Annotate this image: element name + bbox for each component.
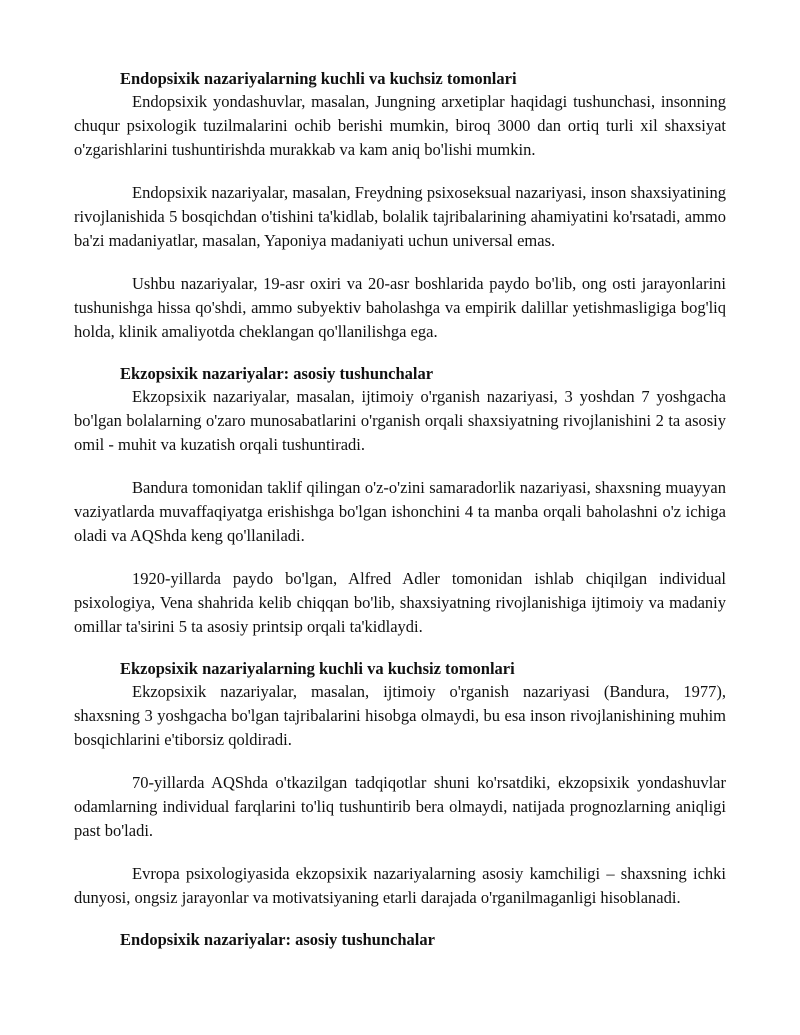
paragraph: Endopsixik yondashuvlar, masalan, Jungning arxetiplar haqidagi tushunchasi, insonning chuqur psixologik tuzilmalarini ochib berishi mumkin, biroq 3000 dan ortiq turli xil shaxsiyat o'zgarishlarini tushuntirishda murakkab va kam aniq bo'lishi mumkin. (74, 92, 726, 159)
section-heading: Ekzopsixik nazariyalarning kuchli va kuchsiz tomonlari (120, 659, 515, 678)
paragraph: Evropa psixologiyasida ekzopsixik nazariyalarning asosiy kamchiligi – shaxsning ichki dunyosi, ongsiz jarayonlar va motivatsiyaning etarli darajada o'rganilmaganligi hisoblanadi. (74, 864, 726, 907)
paragraph: Ekzopsixik nazariyalar, masalan, ijtimoiy o'rganish nazariyasi (Bandura, 1977), shaxsning 3 yoshgacha bo'lgan tajribalarini hisobga olmaydi, bu esa inson rivojlanishining muhim bosqichlarini e'tiborsiz qoldiradi. (74, 682, 726, 749)
paragraph: 70-yillarda AQShda o'tkazilgan tadqiqotlar shuni ko'rsatdiki, ekzopsixik yondashuvlar odamlarning individual farqlarini to'liq tushuntirib bera olmaydi, natijada prognozlarning aniqligi past bo'ladi. (74, 773, 726, 840)
paragraph: Ekzopsixik nazariyalar, masalan, ijtimoiy o'rganish nazariyasi, 3 yoshdan 7 yoshgacha bo'lgan bolalarning o'zaro munosabatlarini o'rganish orqali shaxsiyatning rivojlanishini 2 ta asosiy omil - muhit va kuzatish orqali tushuntiradi. (74, 387, 726, 454)
section-heading: Endopsixik nazariyalarning kuchli va kuchsiz tomonlari (120, 69, 517, 88)
section-heading: Ekzopsixik nazariyalar: asosiy tushunchalar (120, 364, 434, 383)
paragraph: 1920-yillarda paydo bo'lgan, Alfred Adler tomonidan ishlab chiqilgan individual psixologiya, Vena shahrida kelib chiqqan bo'lib, shaxsiyatning rivojlanishiga ijtimoiy va madaniy omillar ta'sirini 5 ta asosiy printsip orqali ta'kidlaydi. (74, 569, 726, 636)
section-heading: Endopsixik nazariyalar: asosiy tushunchalar (120, 930, 435, 949)
paragraph: Bandura tomonidan taklif qilingan o'z-o'zini samaradorlik nazariyasi, shaxsning muayyan vaziyatlarda muvaffaqiyatga erishishga bo'lgan ishonchini 4 ta manba orqali baholashni o'z ichiga oladi va AQShda keng qo'llaniladi. (74, 478, 726, 545)
paragraph: Endopsixik nazariyalar, masalan, Freydning psixoseksual nazariyasi, inson shaxsiyatining rivojlanishida 5 bosqichdan o'tishini ta'kidlab, bolalik tajribalarining ahamiyatini ko'rsatadi, ammo ba'zi madaniyatlar, masalan, Yaponiya madaniyati uchun universal emas. (74, 183, 726, 250)
paragraph: Ushbu nazariyalar, 19-asr oxiri va 20-asr boshlarida paydo bo'lib, ong osti jarayonlarini tushunishga hissa qo'shdi, ammo subyektiv baholashga va empirik dalillar yetishmasligiga bog'liq holda, klinik amaliyotda cheklangan qo'llanilishga ega. (74, 274, 726, 341)
